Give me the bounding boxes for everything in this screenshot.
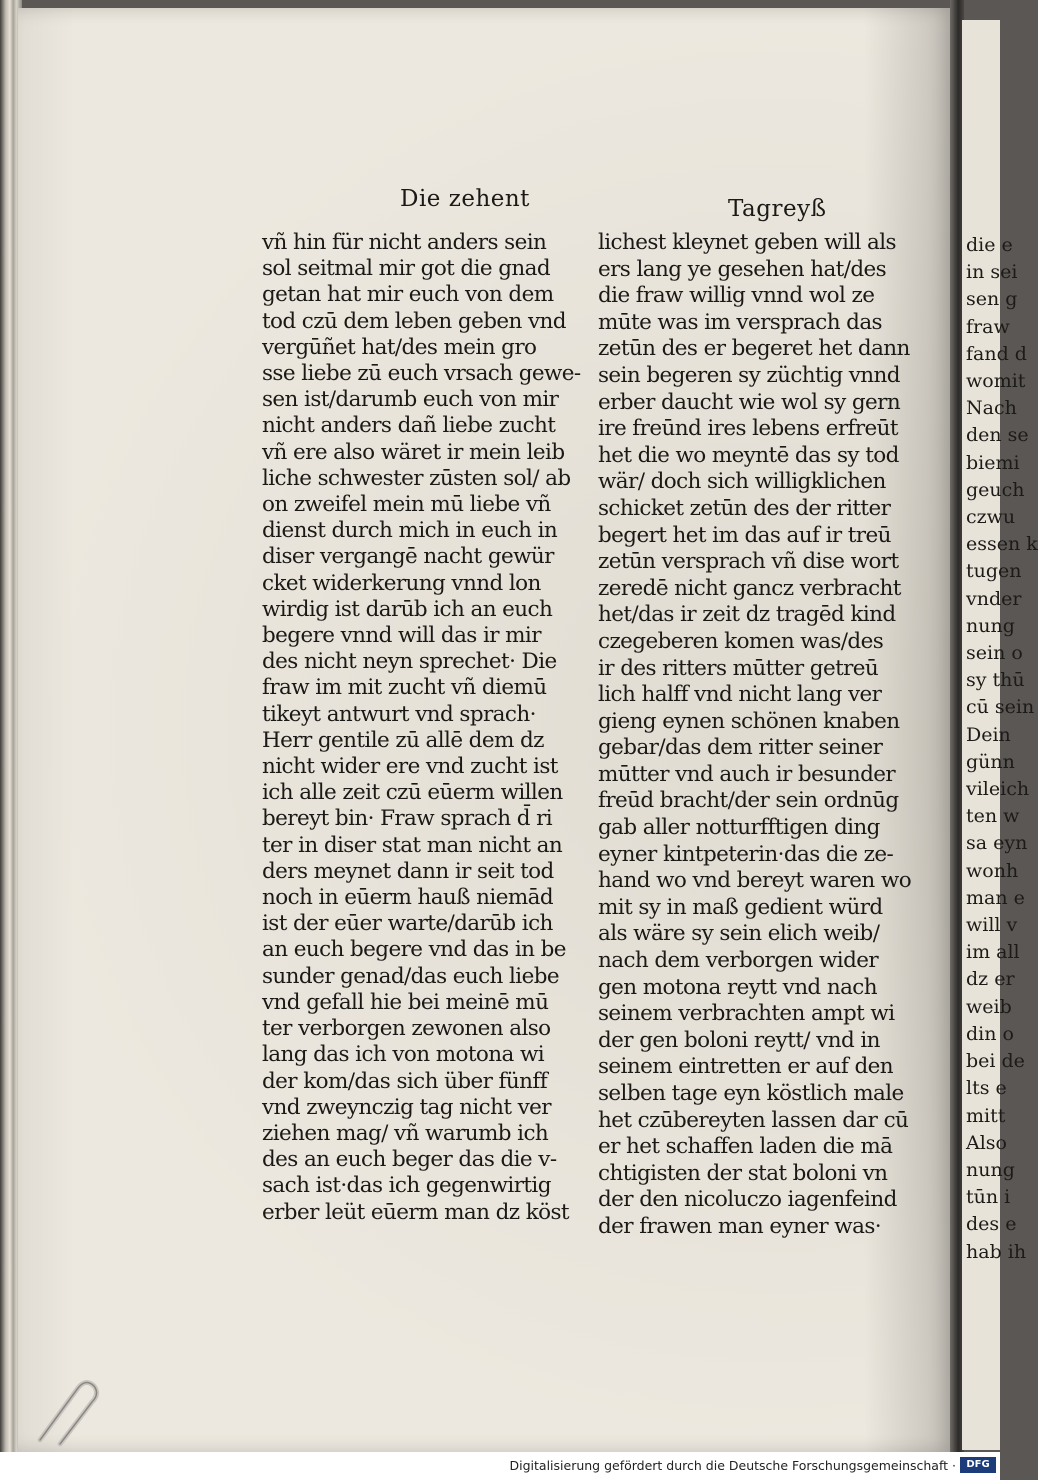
facing-text-line: nung (966, 1158, 1015, 1181)
text-line: het/das ir zeit dz tragēd kind (598, 602, 896, 628)
facing-text-line: des e (966, 1213, 1017, 1236)
facing-text-line: nung (966, 614, 1015, 637)
text-line: ders meynet dann ir seit tod (262, 858, 554, 884)
text-line: zetūn des er begeret het dann (598, 336, 910, 362)
text-line: ers lang ye gesehen hat/des (598, 256, 887, 282)
facing-text-line: Also (966, 1131, 1007, 1154)
text-line: der kom/das sich über fünff (262, 1068, 548, 1094)
facing-text-line: den se (966, 424, 1029, 447)
text-line: selben tage eyn köstlich male (598, 1081, 904, 1106)
facing-text-line: vileich (966, 778, 1030, 801)
text-line: mūtter vnd auch ir besunder (598, 761, 896, 787)
text-line: des an euch beger das die v- (262, 1147, 557, 1173)
facing-text-line: sein o (966, 642, 1023, 665)
text-line: seinem verbrachten ampt wi (598, 1001, 895, 1027)
text-line: nach dem verborgen wider (598, 948, 879, 974)
text-line: Herr gentile zū allē dem dz (262, 727, 544, 753)
text-line: mūte was im versprach das (598, 309, 882, 335)
text-line: sein begeren sy züchtig vnnd (598, 362, 900, 388)
facing-page-edge (962, 20, 1038, 1450)
text-line: nicht anders dañ liebe zucht (262, 413, 556, 439)
facing-text-line: geuch (966, 478, 1025, 501)
text-line: ire freūnd ires lebens erfreūt (598, 416, 898, 442)
text-line: dienst durch mich in euch in (262, 518, 558, 544)
text-column-left (262, 230, 588, 1226)
text-line: lang das ich von motona wi (262, 1042, 545, 1068)
text-line: zetūn versprach vñ dise wort (598, 549, 899, 575)
facing-text-line: die e (966, 234, 1013, 256)
text-line: begere vnnd will das ir mir (262, 623, 541, 649)
facing-text-line: womit (966, 370, 1026, 393)
text-line: lich halff vnd nicht lang ver (598, 682, 882, 708)
footer-credit: Digitalisierung gefördert durch die Deutsche Forschungsgemeinschaft · (509, 1458, 956, 1473)
text-line: liche schwester zūsten sol/ ab (262, 465, 571, 491)
facing-text-line: tūn i (966, 1186, 1011, 1209)
text-line: wär/ doch sich willigklichen (598, 469, 886, 495)
text-line: het czūbereyten lassen dar cū (598, 1107, 909, 1133)
facing-text-line: lts e (966, 1077, 1007, 1100)
text-line: diser vergangē nacht gewür (262, 544, 554, 570)
text-line: lichest kleynet geben will als (598, 230, 896, 255)
text-line: vñ hin für nicht anders sein (262, 230, 547, 255)
text-line: erber leüt eūerm man dz köst (262, 1199, 569, 1225)
text-line: nicht wider ere vnd zucht ist (262, 754, 558, 780)
text-line: sunder genad/das euch liebe (262, 963, 559, 989)
text-line: ziehen mag/ vñ warumb ich (262, 1120, 549, 1146)
text-line: cket widerkerung vnnd lon (262, 570, 541, 596)
facing-text-line: weib (966, 995, 1012, 1018)
text-line: freūd bracht/der sein ordnūg (598, 788, 899, 814)
text-line: vnd zweynczig tag nicht ver (262, 1094, 551, 1120)
text-line: ir des ritters mūtter getreū (598, 655, 879, 681)
text-line: die fraw willig vnnd wol ze (598, 283, 875, 309)
facing-text-line: cū sein (966, 696, 1035, 719)
facing-text-line: hab ih (966, 1240, 1027, 1263)
paperclip-icon (30, 1378, 110, 1448)
text-line: er het schaffen laden die mā (598, 1134, 893, 1160)
text-line: fraw im mit zucht vñ diemū (262, 675, 547, 701)
text-line: gieng eynen schönen knaben (598, 708, 900, 734)
text-line: tikeyt antwurt vnd sprach· (262, 701, 536, 727)
text-line: sen ist/darumb euch von mir (262, 387, 559, 413)
facing-text-line: sy thū (966, 669, 1025, 692)
text-line: getan hat mir euch von dem (262, 282, 554, 308)
facing-text-line: fand d (966, 342, 1027, 365)
text-column-right (598, 230, 934, 1241)
text-line: des nicht neyn sprechet· Die (262, 649, 557, 675)
facing-text-line: wonh (966, 859, 1019, 882)
text-line: ter in diser stat man nicht an (262, 832, 563, 858)
facing-text-line: mitt (966, 1104, 1006, 1127)
text-line: czegeberen komen was/des (598, 628, 884, 654)
text-line: wirdig ist darūb ich an euch (262, 596, 553, 622)
text-line: hand wo vnd bereyt waren wo (598, 868, 912, 894)
facing-text-line: sen g (966, 288, 1018, 311)
running-head-right: Tagreyß (728, 196, 827, 222)
facing-text-line: Dein (966, 723, 1011, 746)
footer-bar (0, 1452, 1000, 1480)
text-line: sse liebe zū euch vrsach gewe- (262, 361, 581, 387)
text-line: mit sy in maß gedient würd (598, 894, 883, 920)
text-line: ich alle zeit czū eūerm willen (262, 780, 563, 806)
facing-text-line: ten w (966, 805, 1020, 828)
facing-text-line: tugen (966, 560, 1022, 583)
text-line: der den nicoluczo iagenfeind (598, 1187, 897, 1213)
text-line: sol seitmal mir got die gnad (262, 256, 551, 282)
text-line: der gen boloni reytt/ vnd in (598, 1027, 880, 1053)
facing-text-line: essen k (966, 533, 1038, 556)
text-line: an euch begere vnd das in be (262, 937, 566, 963)
text-line: vnd gefall hie bei meinē mū (262, 989, 549, 1015)
facing-text-line: czwu (966, 506, 1016, 529)
text-line: als wäre sy sein elich weib/ (598, 921, 880, 947)
text-line: vergūñet hat/des mein gro (262, 334, 537, 360)
text-line: bereyt bin· Fraw sprach d̄ ri (262, 806, 553, 832)
text-line: chtigisten der stat boloni vn (598, 1160, 888, 1186)
text-line: schicket zetūn des der ritter (598, 495, 891, 521)
text-line: vñ ere also wäret ir mein leib (262, 439, 565, 465)
text-line: gab aller notturfftigen ding (598, 815, 880, 841)
facing-text-line: in sei (966, 261, 1018, 284)
text-line: tod czū dem leben geben vnd (262, 308, 566, 334)
facing-page-text (962, 232, 1038, 1266)
dfg-logo: DFG (960, 1457, 996, 1473)
facing-text-line: biemi (966, 451, 1020, 474)
text-line: erber daucht wie wol sy gern (598, 389, 901, 415)
facing-text-line: Nach (966, 397, 1017, 420)
facing-text-line: din o (966, 1022, 1014, 1045)
facing-text-line: sa eyn (966, 832, 1028, 855)
text-line: eyner kintpeterin·das die ze- (598, 841, 894, 867)
facing-text-line: will v (966, 914, 1018, 937)
text-line: begert het im das auf ir treū (598, 522, 891, 548)
facing-text-line: dz er (966, 968, 1015, 991)
running-head-left: Die zehent (400, 186, 530, 212)
text-line: het die wo meyntē das sy tod (598, 442, 899, 468)
text-line: noch in eūerm hauß niemād (262, 885, 553, 911)
facing-text-line: fraw (966, 315, 1010, 338)
text-line: sach ist·das ich gegenwirtig (262, 1173, 551, 1199)
facing-text-line: vnder (966, 587, 1022, 610)
facing-text-line: im all (966, 941, 1020, 964)
text-line: seinem eintretten er auf den (598, 1054, 894, 1080)
facing-text-line: man e (966, 886, 1025, 909)
text-line: gebar/das dem ritter seiner (598, 735, 883, 761)
text-line: zeredē nicht gancz verbracht (598, 575, 901, 601)
text-line: gen motona reytt vnd nach (598, 974, 877, 1000)
facing-text-line: günn (966, 750, 1015, 773)
text-line: der frawen man eyner was· (598, 1213, 881, 1239)
text-line: ist der eūer warte/darūb ich (262, 911, 553, 937)
text-line: on zweifel mein mū liebe vñ (262, 492, 551, 518)
facing-text-line: bei de (966, 1050, 1025, 1073)
text-line: ter verborgen zewonen also (262, 1016, 551, 1042)
